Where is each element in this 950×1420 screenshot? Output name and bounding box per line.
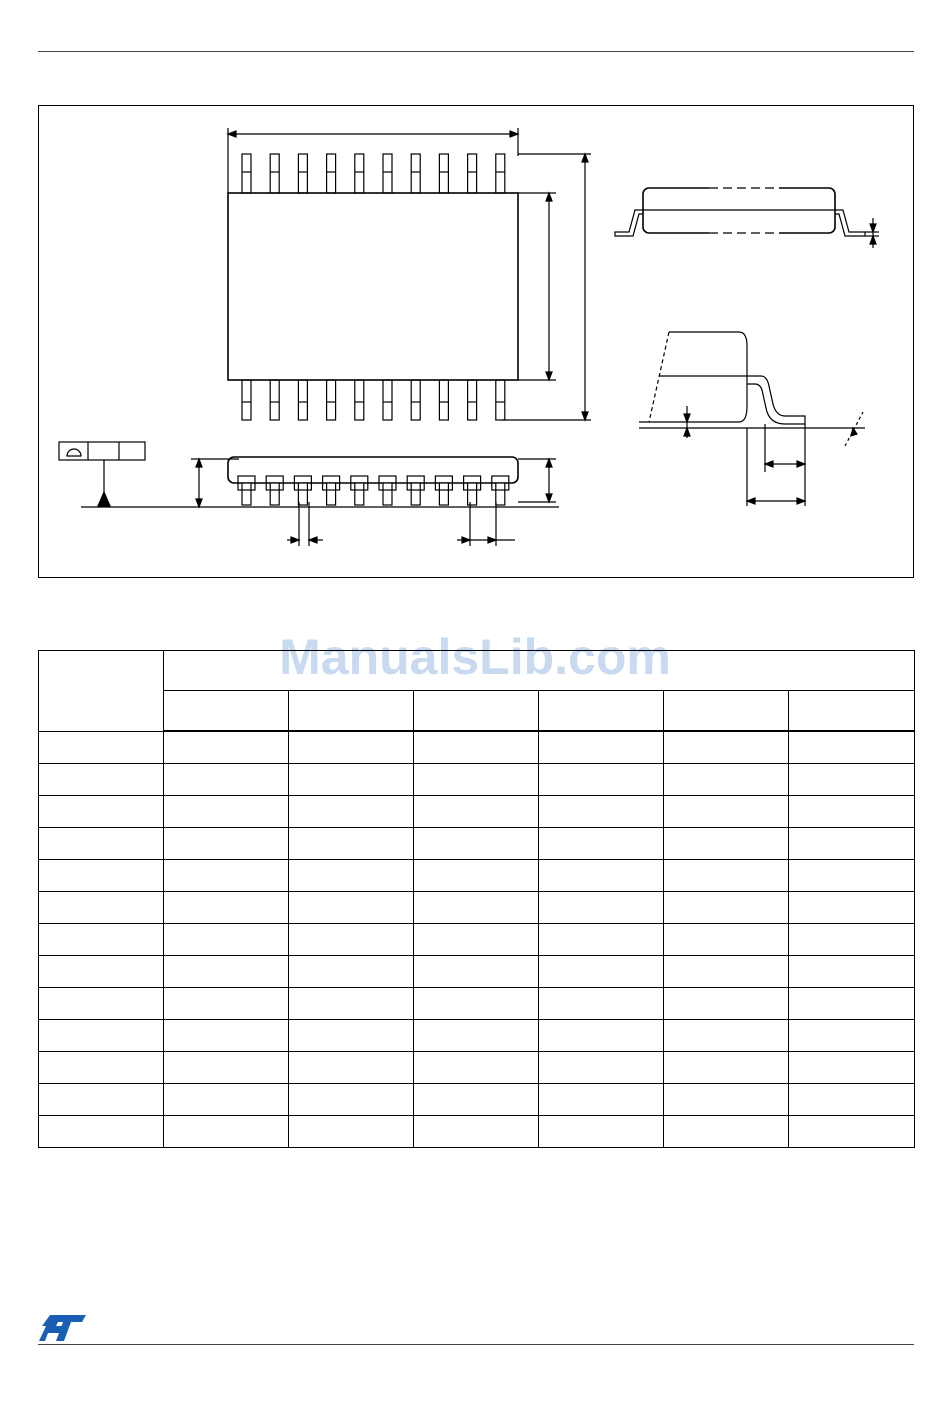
pin [242, 154, 251, 193]
table-cell [164, 956, 289, 988]
table-cell [789, 1020, 915, 1052]
table-cell [664, 924, 789, 956]
dimensions-table [38, 650, 915, 1148]
table-cell [664, 956, 789, 988]
table-cell [164, 764, 289, 796]
table-cell [39, 1052, 164, 1084]
table-cell [414, 1020, 539, 1052]
flatness-frame [59, 442, 145, 460]
pin-side [298, 483, 307, 505]
arrowhead [582, 412, 588, 420]
table-cell [664, 1116, 789, 1148]
table-cell [414, 988, 539, 1020]
table-cell [539, 796, 664, 828]
lead-right [835, 210, 865, 236]
table-cell [414, 1052, 539, 1084]
table-subheader [789, 691, 915, 732]
pin [468, 154, 477, 193]
table-cell [789, 828, 915, 860]
table-subheader [289, 691, 414, 732]
pin [298, 154, 307, 193]
table-row [39, 1084, 915, 1116]
table-cell [164, 1116, 289, 1148]
table-cell [664, 828, 789, 860]
table-cell [414, 828, 539, 860]
table-cell [289, 1020, 414, 1052]
table-subheader [539, 691, 664, 732]
table-header-group [164, 651, 915, 691]
table-cell [39, 988, 164, 1020]
table-cell [414, 1116, 539, 1148]
pin-side [468, 483, 477, 505]
table-cell [789, 988, 915, 1020]
pin [496, 380, 505, 420]
pin-side [242, 483, 251, 505]
table-subheader [164, 691, 289, 732]
table-cell [39, 924, 164, 956]
table-cell [414, 764, 539, 796]
package-outline-drawing [38, 105, 914, 578]
table-cell [539, 1052, 664, 1084]
pin-side [411, 483, 420, 505]
arrowhead [228, 131, 236, 137]
table-cell [414, 1084, 539, 1116]
table-cell [164, 860, 289, 892]
side-pins [238, 476, 509, 505]
profile-of-surface-icon [67, 449, 81, 456]
table-row [39, 956, 915, 988]
table-cell [539, 988, 664, 1020]
table-cell [164, 828, 289, 860]
arrowhead [582, 154, 588, 162]
table-cell [664, 1084, 789, 1116]
table-cell [789, 1052, 915, 1084]
pin [468, 380, 477, 420]
pin [327, 380, 336, 420]
table-cell [789, 956, 915, 988]
table-cell [539, 956, 664, 988]
table-row [39, 988, 915, 1020]
table-cell [789, 1116, 915, 1148]
table-cell [39, 1020, 164, 1052]
table-subheader [664, 691, 789, 732]
table-cell [664, 796, 789, 828]
table-cell [39, 860, 164, 892]
table-cell [39, 796, 164, 828]
table-row [39, 764, 915, 796]
table-row [39, 796, 915, 828]
table-cell [664, 860, 789, 892]
table-cell [664, 1020, 789, 1052]
detail-lead [747, 376, 805, 424]
table-cell [414, 956, 539, 988]
table-row [39, 924, 915, 956]
table-cell [539, 860, 664, 892]
arrowhead [546, 193, 552, 201]
table-cell [164, 988, 289, 1020]
table-cell [289, 988, 414, 1020]
pin [355, 380, 364, 420]
package-drawing-svg [39, 106, 913, 577]
table-cell [539, 828, 664, 860]
pin-side [355, 483, 364, 505]
package-body-side [228, 457, 518, 483]
table-cell [289, 1084, 414, 1116]
pin-side [439, 483, 448, 505]
pin [383, 380, 392, 420]
table-cell [164, 924, 289, 956]
table-cell [539, 764, 664, 796]
table-cell [789, 924, 915, 956]
st-logo-icon [38, 1313, 88, 1343]
table-cell [539, 892, 664, 924]
top-pins [242, 154, 505, 193]
table-cell [289, 1052, 414, 1084]
table-cell [414, 731, 539, 764]
package-body-top [228, 193, 518, 380]
table-cell [539, 1084, 664, 1116]
table-cell [414, 924, 539, 956]
table-cell [164, 1084, 289, 1116]
table-row [39, 1020, 915, 1052]
pin-side [383, 483, 392, 505]
lead-detail-view [639, 332, 865, 506]
table-cell [39, 764, 164, 796]
table-row [39, 731, 915, 764]
end-view [615, 188, 879, 248]
pin [411, 154, 420, 193]
pin [411, 380, 420, 420]
table-row [39, 828, 915, 860]
table-cell [789, 731, 915, 764]
pin-side [270, 483, 279, 505]
table-row [39, 860, 915, 892]
table-cell [39, 956, 164, 988]
header-rule [38, 51, 914, 52]
pin [383, 154, 392, 193]
table-row [39, 1116, 915, 1148]
pin [439, 380, 448, 420]
pin-side [496, 483, 505, 505]
table-subheader [414, 691, 539, 732]
side-view [59, 442, 559, 546]
table-header-dim [39, 651, 164, 732]
table-cell [164, 731, 289, 764]
footer-rule [38, 1344, 914, 1345]
table-cell [289, 956, 414, 988]
table-cell [539, 924, 664, 956]
arrowhead [546, 372, 552, 380]
pin [496, 154, 505, 193]
table-cell [539, 731, 664, 764]
table-cell [539, 1116, 664, 1148]
pin [270, 154, 279, 193]
pin [327, 154, 336, 193]
table-cell [414, 860, 539, 892]
table-cell [39, 892, 164, 924]
table-cell [414, 796, 539, 828]
pin [270, 380, 279, 420]
table-cell [39, 1116, 164, 1148]
table-cell [789, 892, 915, 924]
table-body [39, 731, 915, 1148]
table-row [39, 1052, 915, 1084]
table-cell [664, 892, 789, 924]
table-cell [289, 924, 414, 956]
table-cell [664, 988, 789, 1020]
table-cell [664, 731, 789, 764]
lead-left [615, 210, 643, 236]
table-row [39, 892, 915, 924]
table-cell [289, 764, 414, 796]
table-cell [39, 731, 164, 764]
table-cell [164, 796, 289, 828]
pin [242, 380, 251, 420]
table-cell [289, 828, 414, 860]
watermark: ManualsLib.com [279, 629, 671, 685]
table-cell [789, 1084, 915, 1116]
table-cell [39, 1084, 164, 1116]
table-cell [164, 1052, 289, 1084]
bottom-pins [242, 380, 505, 420]
table-cell [164, 1020, 289, 1052]
pin [298, 380, 307, 420]
table-cell [289, 1116, 414, 1148]
table-cell [289, 892, 414, 924]
arrowhead [510, 131, 518, 137]
table-cell [164, 892, 289, 924]
table-cell [664, 764, 789, 796]
table-cell [789, 860, 915, 892]
top-view [228, 128, 591, 420]
pin [439, 154, 448, 193]
table-cell [289, 860, 414, 892]
table-cell [414, 892, 539, 924]
table-cell [664, 1052, 789, 1084]
pin-side [327, 483, 336, 505]
table-cell [289, 796, 414, 828]
table-cell [289, 731, 414, 764]
detail-body [659, 332, 747, 422]
table-cell [39, 828, 164, 860]
table-cell [789, 764, 915, 796]
pin [355, 154, 364, 193]
table-cell [539, 1020, 664, 1052]
table-cell [789, 796, 915, 828]
datum-triangle [98, 492, 110, 506]
